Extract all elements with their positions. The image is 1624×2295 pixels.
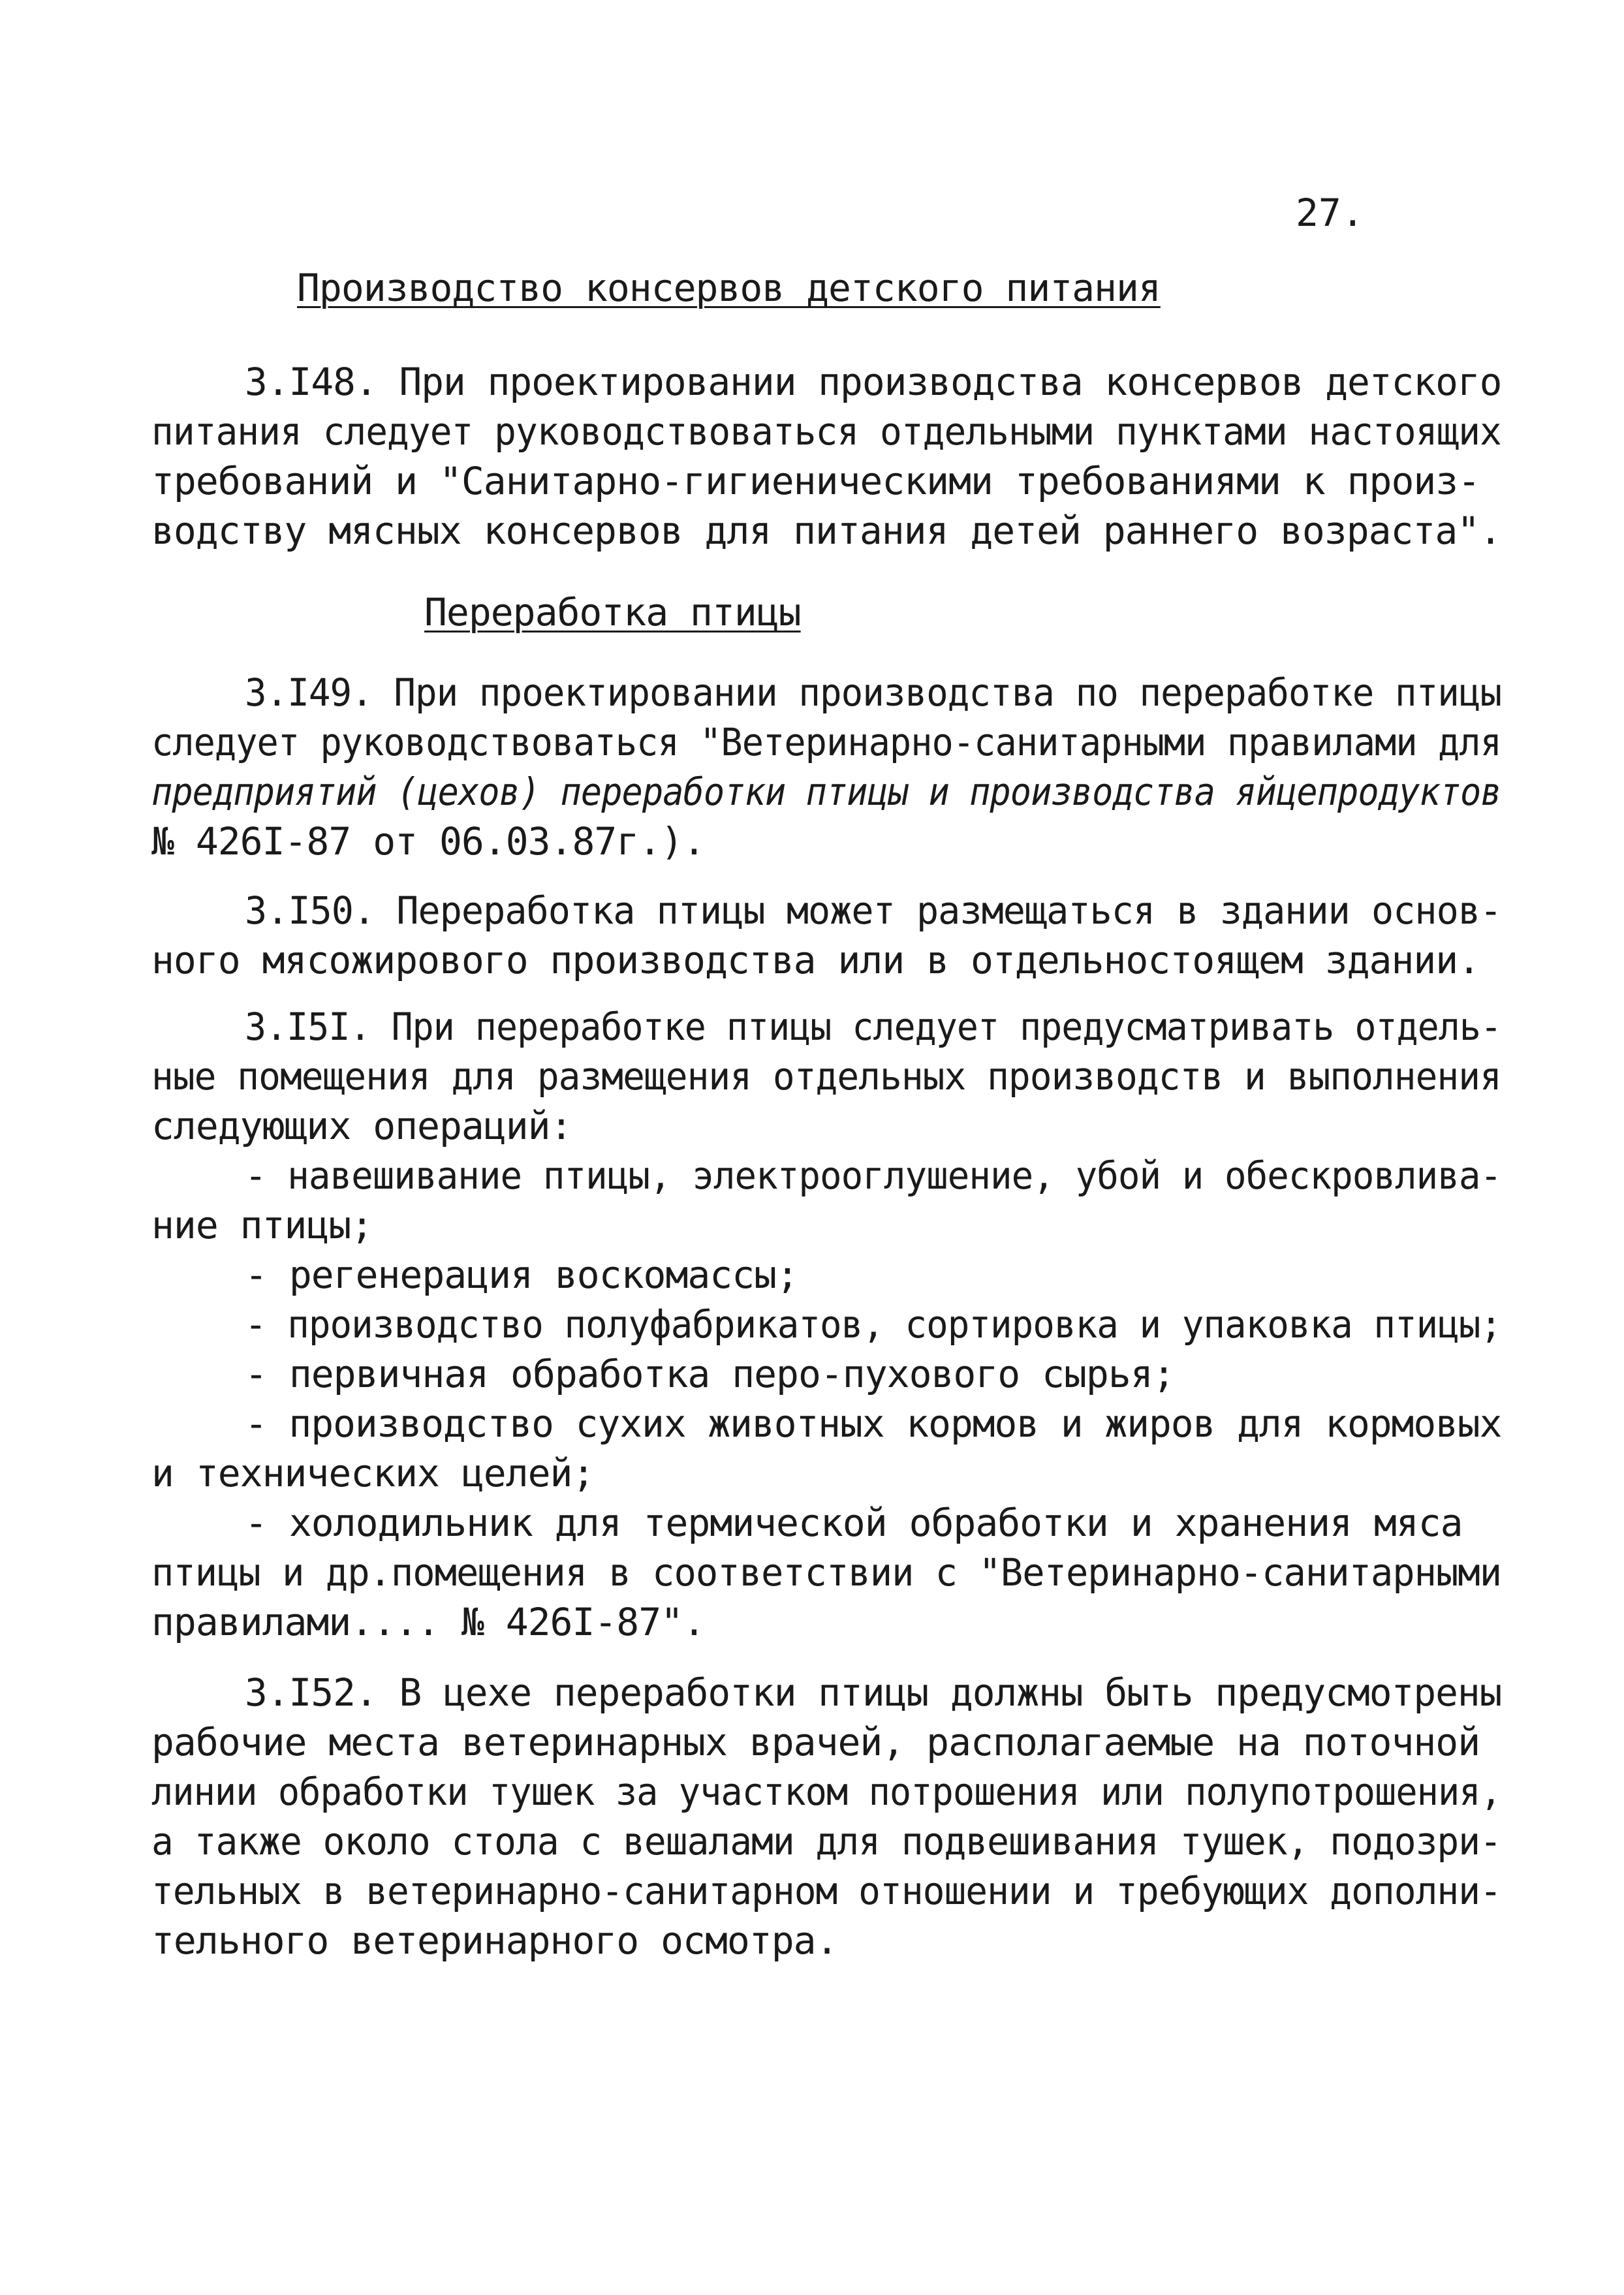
- text-line: 3.I5I. При переработке птицы следует предусматривать отдель-: [245, 1005, 1502, 1049]
- text-line: 3.I49. При проектировании производства по переработке птицы: [245, 670, 1502, 715]
- text-line: линии обработки тушек за участком потрошения или полупотрошения,: [151, 1770, 1501, 1814]
- list-item: - производство сухих животных кормов и жиров для кормовых: [245, 1401, 1502, 1446]
- text-line: питания следует руководствоваться отдельными пунктами настоящих: [151, 409, 1501, 454]
- text-line: тельного ветеринарного осмотра.: [151, 1918, 838, 1963]
- list-item: - регенерация воскомассы;: [245, 1253, 798, 1297]
- text-line: правилами.... № 426I-87".: [151, 1600, 705, 1644]
- text-line: 3.I52. В цехе переработки птицы должны быть предусмотрены: [245, 1670, 1502, 1715]
- text-line: птицы и др.помещения в соответствии с "Ветеринарно-санитарными: [151, 1550, 1502, 1595]
- text-line: ные помещения для размещения отдельных производств и выполнения: [151, 1054, 1501, 1099]
- list-item: - холодильник для термической обработки и хранения мяса: [245, 1501, 1463, 1545]
- text-line: ного мясожирового производства или в отдельностоящем здании.: [151, 938, 1480, 982]
- text-line: 3.I50. Переработка птицы может размещаться в здании основ-: [245, 888, 1502, 933]
- list-item: - первичная обработка перо-пухового сырья;: [245, 1352, 1175, 1396]
- section-heading-baby-food: Производство консервов детского питания: [297, 266, 1161, 310]
- text-line: следует руководствоваться "Ветеринарно-санитарными правилами для: [151, 720, 1501, 764]
- text-line: следующих операций:: [151, 1104, 572, 1148]
- text-line: ние птицы;: [151, 1203, 373, 1247]
- list-item: - производство полуфабрикатов, сортировка и упаковка птицы;: [245, 1302, 1502, 1347]
- text-line: № 426I-87 от 06.03.87г.).: [151, 819, 705, 864]
- section-heading-poultry: Переработка птицы: [424, 590, 801, 634]
- text-line: требований и "Санитарно-гигиеническими требованиями к произ-: [151, 459, 1480, 503]
- list-item: - навешивание птицы, электрооглушение, убой и обескровлива-: [245, 1153, 1502, 1198]
- text-line: водству мясных консервов для питания детей раннего возраста".: [151, 508, 1502, 553]
- text-line: и технических целей;: [151, 1451, 595, 1495]
- text-line: тельных в ветеринарно-санитарном отношении и требующих дополни-: [151, 1869, 1501, 1913]
- text-line: предприятий (цехов) переработки птицы и производства яйцепродуктов: [151, 770, 1501, 814]
- page-number: 27.: [1296, 191, 1364, 235]
- text-line: а также около стола с вешалами для подвешивания тушек, подозри-: [151, 1819, 1501, 1864]
- text-line: 3.I48. При проектировании производства консервов детского: [245, 360, 1502, 404]
- text-line: рабочие места ветеринарных врачей, располагаемые на поточной: [151, 1720, 1480, 1764]
